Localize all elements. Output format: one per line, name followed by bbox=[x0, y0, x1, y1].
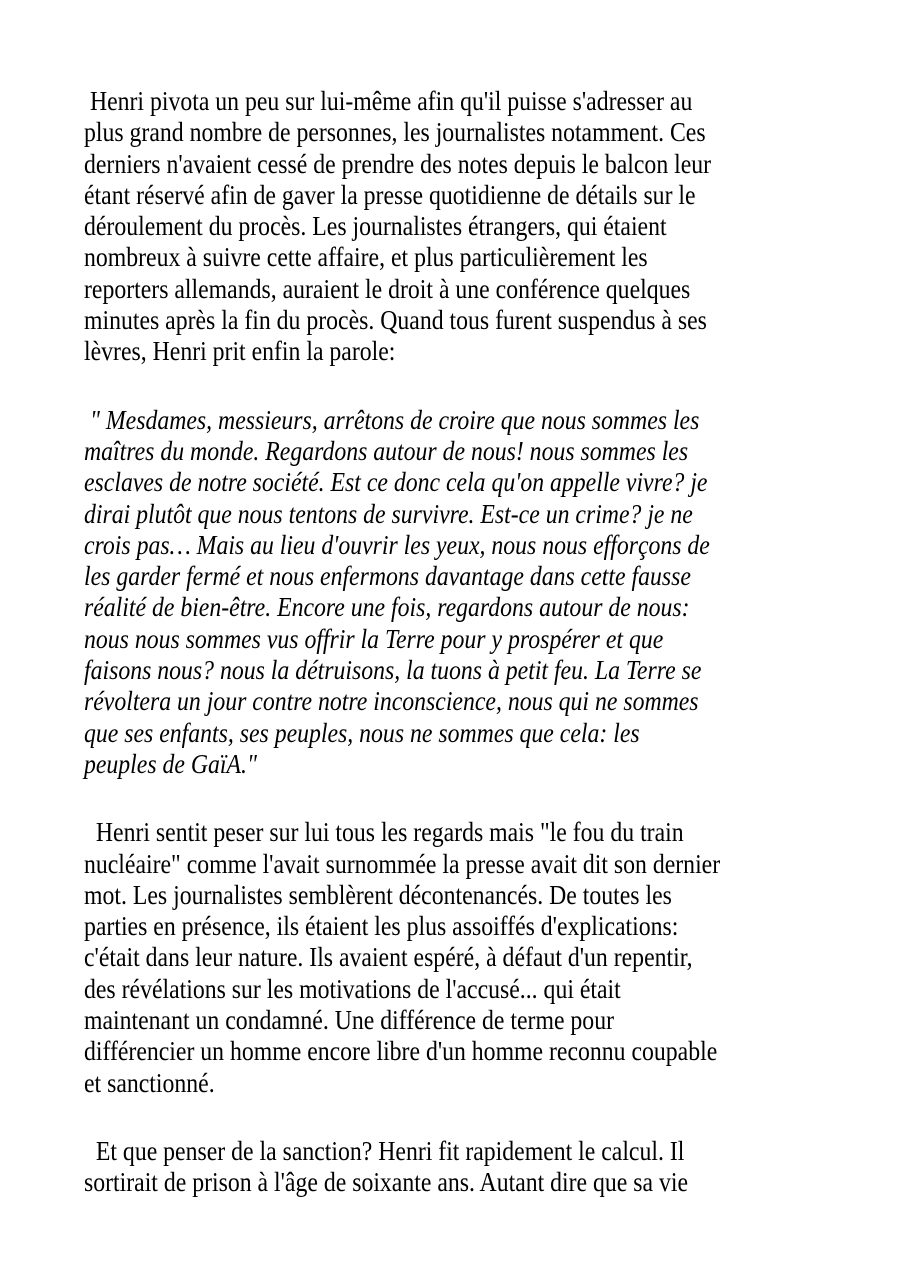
text-block bbox=[84, 86, 820, 1199]
text-line: reporters allemands, auraient le droit à une conférence quelques bbox=[84, 273, 691, 304]
text-line: Et que penser de la sanction? Henri fit rapidement le calcul. Il bbox=[84, 1135, 685, 1166]
text-line: déroulement du procès. Les journalistes étrangers, qui étaient bbox=[84, 211, 667, 242]
paragraph-narration bbox=[84, 1136, 820, 1199]
text-line: " Mesdames, messieurs, arrêtons de croire que nous sommes les bbox=[84, 404, 700, 435]
text-line: Henri sentit peser sur lui tous les regards mais "le fou du train bbox=[84, 817, 684, 848]
text-line: révoltera un jour contre notre inconscience, nous qui ne sommes bbox=[84, 686, 699, 717]
paragraph-quote bbox=[84, 405, 820, 781]
text-line: maîtres du monde. Regardons autour de nous! nous sommes les bbox=[84, 435, 689, 466]
text-line: des révélations sur les motivations de l'accusé... qui était bbox=[84, 973, 621, 1004]
text-line: c'était dans leur nature. Ils avaient espéré, à défaut d'un repentir, bbox=[84, 942, 693, 973]
text-line: Henri pivota un peu sur lui-même afin qu'il puisse s'adresser au bbox=[84, 86, 693, 116]
text-line: crois pas… Mais au lieu d'ouvrir les yeux, nous nous efforçons de bbox=[84, 529, 710, 560]
text-line: et sanctionné. bbox=[84, 1067, 215, 1098]
text-line: nous nous sommes vus offrir la Terre pour y prospérer et que bbox=[84, 623, 664, 654]
text-line: plus grand nombre de personnes, les journalistes notamment. Ces bbox=[84, 117, 706, 148]
text-line: parties en présence, ils étaient les plus assoiffés d'explications: bbox=[84, 911, 679, 942]
text-line: mot. Les journalistes semblèrent décontenancés. De toutes les bbox=[84, 879, 672, 910]
text-line: sortirait de prison à l'âge de soixante ans. Autant dire que sa vie bbox=[84, 1167, 689, 1198]
text-line: nucléaire" comme l'avait surnommée la presse avait dit son dernier bbox=[84, 848, 721, 879]
paragraph-narration bbox=[84, 817, 820, 1099]
text-line: lèvres, Henri prit enfin la parole: bbox=[84, 336, 396, 367]
text-line: maintenant un condamné. Une différence de terme pour bbox=[84, 1005, 614, 1036]
text-line: esclaves de notre société. Est ce donc cela qu'on appelle vivre? je bbox=[84, 467, 708, 498]
text-line: que ses enfants, ses peuples, nous ne sommes que cela: les bbox=[84, 717, 640, 748]
text-line: nombreux à suivre cette affaire, et plus particulièrement les bbox=[84, 242, 648, 273]
text-line: les garder fermé et nous enfermons davantage dans cette fausse bbox=[84, 561, 691, 592]
text-line: étant réservé afin de gaver la presse quotidienne de détails sur le bbox=[84, 179, 696, 210]
text-line: réalité de bien-être. Encore une fois, regardons autour de nous: bbox=[84, 592, 690, 623]
text-line: peuples de GaïA." bbox=[84, 748, 257, 779]
text-line: minutes après la fin du procès. Quand tous furent suspendus à ses bbox=[84, 305, 707, 336]
text-line: dirai plutôt que nous tentons de survivre. Est-ce un crime? je ne bbox=[84, 498, 693, 529]
paragraph-narration bbox=[84, 86, 820, 368]
text-line: faisons nous? nous la détruisons, la tuons à petit feu. La Terre se bbox=[84, 655, 702, 686]
text-line: différencier un homme encore libre d'un homme reconnu coupable bbox=[84, 1036, 718, 1067]
text-line: derniers n'avaient cessé de prendre des notes depuis le balcon leur bbox=[84, 148, 712, 179]
